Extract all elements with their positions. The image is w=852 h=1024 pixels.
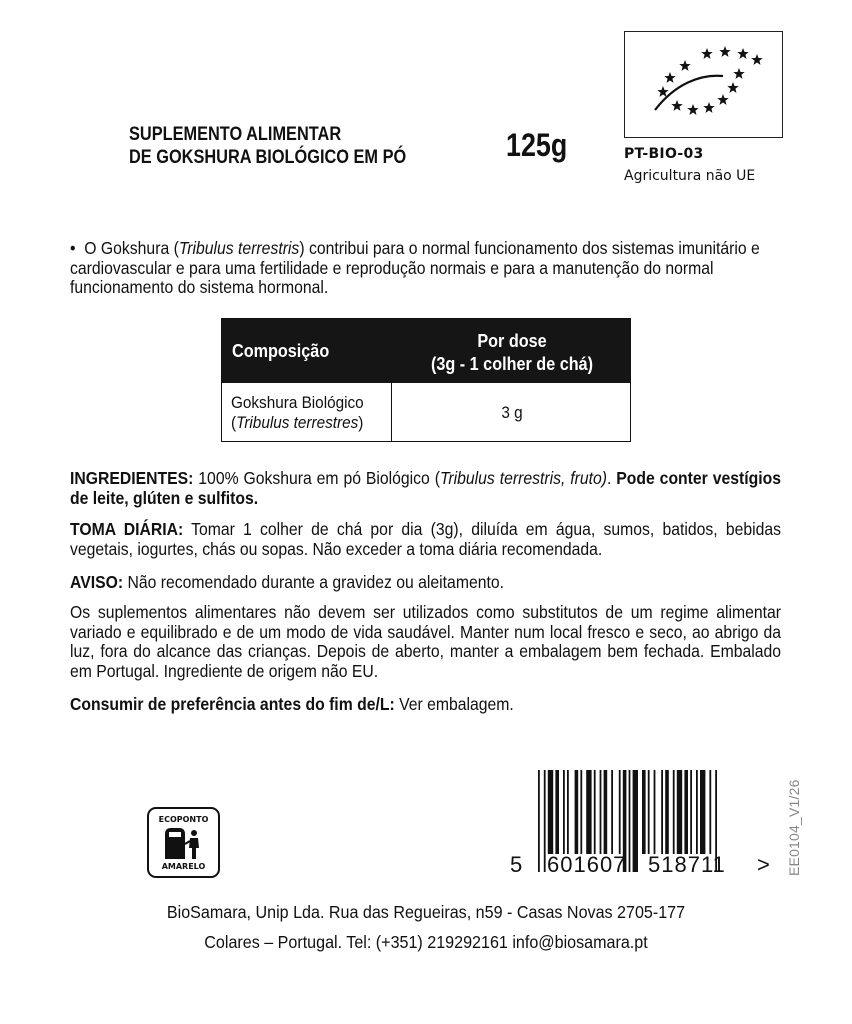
bullet: • (70, 238, 76, 258)
barcode-group-right: 518711 (648, 852, 726, 877)
product-title-line1: SUPLEMENTO ALIMENTAR (129, 124, 342, 145)
claim-latin-name: Tribulus terrestris (178, 238, 300, 258)
daily-dose-paragraph (70, 520, 781, 559)
product-title (129, 123, 406, 169)
dose-header-line2: (3g - 1 colher de chá) (430, 354, 594, 374)
allergens-text: Pode conter vestígios de leite, glúten e sulfitos. (70, 468, 781, 508)
ecoponto-top-label: ECOPONTO (158, 815, 209, 824)
daily-dose-label: TOMA DIÁRIA: (70, 519, 184, 539)
composition-column-header: Composição (232, 341, 330, 361)
warning-text: Não recomendado durante a gravidez ou aleitamento. (123, 572, 504, 592)
version-code: EE0104_V1/26 (786, 779, 802, 876)
barcode-first-digit: 5 (510, 852, 524, 877)
best-before-paragraph (70, 695, 781, 715)
company-address: BioSamara, Unip Lda. Rua das Regueiras, n59 - Casas Novas 2705-177 (166, 902, 686, 922)
health-claim (70, 239, 790, 298)
best-before-label: Consumir de preferência antes do fim de/L: (70, 694, 395, 714)
best-before-text: Ver embalagem. (394, 694, 514, 714)
composition-table-header (222, 319, 630, 383)
net-weight: 125g (506, 127, 568, 163)
ingredients-text: 100% Gokshura em pó Biológico ( (193, 468, 440, 488)
dose-header-line1: Por dose (477, 331, 547, 351)
dose-value: 3 g (501, 403, 523, 422)
warning-label: AVISO: (70, 572, 124, 592)
ingredients-text-after: . (606, 468, 617, 488)
claim-text-before: O Gokshura ( (84, 238, 179, 258)
ecoponto-badge (147, 807, 220, 878)
dose-column-header (404, 330, 620, 376)
organic-control-code: PT-BIO-03 (624, 146, 704, 162)
warning-paragraph (70, 573, 781, 593)
organic-origin: Agricultura não UE (624, 168, 756, 184)
recycling-bin-icon (163, 826, 205, 860)
ingredients-label: INGREDIENTES: (70, 468, 194, 488)
ingredient-name: Gokshura Biológico (231, 393, 364, 412)
ecoponto-bottom-label: AMARELO (161, 862, 206, 871)
composition-table (221, 318, 631, 442)
ingredients-latin: Tribulus terrestris, fruto) (439, 468, 607, 488)
ingredient-latin-italic: Tribulus terrestres (236, 413, 359, 432)
daily-dose-text: Tomar 1 colher de chá por dia (3g), diluída em água, sumos, batidos, bebidas vegetais, iogurtes, chás ou sopas. Não exceder a toma diária recomendada. (70, 519, 781, 559)
disclaimer-paragraph: Os suplementos alimentares não devem ser utilizados como substitutos de um regime alimentar variado e equilibrado e de um modo de vida saudável. Manter num local fresco e seco, ao abrigo da luz, fora do alcance das crianças. Depois de aberto, manter a embalagem bem fechada. Embalado em Portugal. Ingrediente de origem não EU. (70, 602, 781, 681)
barcode-arrow: > (757, 852, 771, 877)
company-contacts: Colares – Portugal. Tel: (+351) 219292161 info@biosamara.pt (204, 932, 648, 952)
ingredient-cell (231, 393, 393, 433)
barcode-group-left: 601607 (547, 852, 627, 877)
ingredient-latin: (Tribulus terrestres) (231, 413, 364, 432)
claim-text-after: ) contribui para o normal funcionamento dos sistemas imunitário e cardiovascular e para uma fertilidade e reprodução normais e para a manutenção do normal funcionamento do sistema hormonal. (70, 238, 760, 297)
product-title-line2: DE GOKSHURA BIOLÓGICO EM PÓ (129, 147, 407, 168)
eu-organic-leaf-icon (624, 31, 783, 138)
ingredients-paragraph (70, 469, 781, 508)
